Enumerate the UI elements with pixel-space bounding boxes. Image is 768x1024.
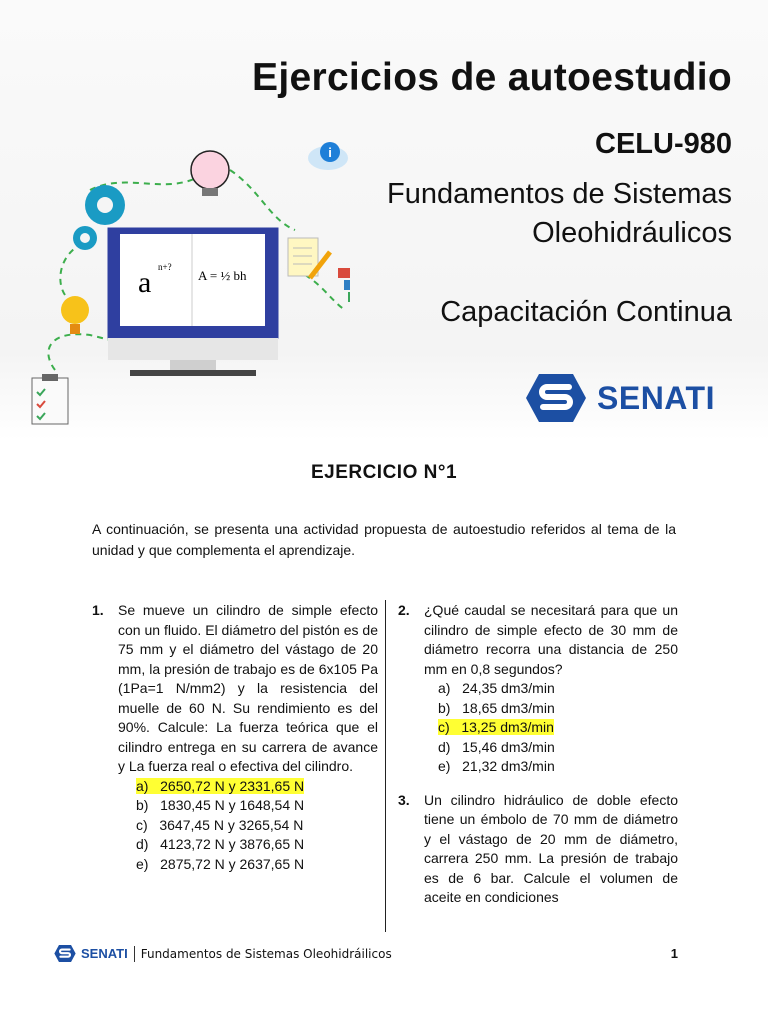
question-1 — [92, 601, 378, 777]
monitor-icon — [108, 228, 278, 376]
answer-option: b) 18,65 dm3/min — [438, 699, 555, 716]
exercise-title: EJERCICIO N°1 — [310, 462, 458, 483]
program-name: Capacitación Continua — [440, 296, 732, 328]
page-title: Ejercicios de autoestudio — [252, 56, 732, 99]
senati-logo-text: SENATI — [597, 379, 715, 416]
answer-options — [92, 777, 378, 875]
cloud-info-icon — [308, 142, 348, 170]
svg-text:i: i — [328, 145, 332, 160]
question-column-left — [92, 601, 378, 874]
question-number: 3. — [398, 791, 410, 808]
svg-text:A = ½ bh: A = ½ bh — [198, 268, 247, 283]
lightbulb-icon — [61, 296, 89, 334]
answer-option: c) 13,25 dm3/min — [438, 719, 554, 735]
question-text: ¿Qué caudal se necesitará para que un cilindro de simple efecto de 30 mm de diámetro recorra una distancia de 250 mm en 0,8 segundos? — [424, 602, 678, 677]
brain-icon — [191, 151, 229, 196]
books-icon — [338, 268, 350, 302]
answer-option: c) 3647,45 N y 3265,54 N — [136, 816, 304, 833]
footer-separator — [134, 946, 135, 962]
svg-text:a: a — [138, 266, 152, 299]
question-number: 2. — [398, 602, 410, 618]
checklist-icon — [32, 374, 68, 424]
intro-paragraph: A continuación, se presenta una actividad propuesta de autoestudio referidos al tema de la unidad y que complementa el aprendizaje. — [92, 521, 676, 558]
answer-option: d) 15,46 dm3/min — [438, 738, 555, 755]
question-text: Un cilindro hidráulico de doble efecto tiene un émbolo de 70 mm de diámetro y el vástago de 20 mm de diámetro, carrera 250 mm. La presión de trabajo es de 6 bar. Calcule el volumen de aceite en condiciones — [424, 791, 678, 905]
senati-footer-logo-icon — [54, 944, 76, 963]
question-text: Se mueve un cilindro de simple efecto con un fluido. El diámetro del pistón es de 75 mm y el diámetro del vástago de 20 mm, la presión de trabajo es de 6x105 Pa (1Pa=1 N/mm2) y la resistencia del muelle de 60 N. Su rendimiento es del 90%. Calcule: La fuerza teórica que el cilindro entrega en su carrera de avance y La fuerza real o efectiva del cilindro. — [118, 602, 378, 774]
question-number: 1. — [92, 602, 104, 618]
senati-logo-icon — [525, 372, 587, 424]
column-divider — [385, 600, 386, 932]
course-name: Fundamentos de Sistemas Oleohidráulicos — [387, 178, 732, 249]
answer-option: b) 1830,45 N y 1648,54 N — [136, 797, 305, 813]
footer-course: Fundamentos de Sistemas Oleohidráilicos — [140, 946, 392, 961]
question-3 — [398, 791, 678, 908]
question-2 — [398, 601, 678, 679]
course-code: CELU-980 — [595, 128, 732, 160]
page-footer — [54, 944, 678, 963]
answer-option: a) 2650,72 N y 2331,65 N — [136, 777, 305, 794]
answer-option: d) 4123,72 N y 3876,65 N — [136, 836, 305, 852]
answer-option: e) 2875,72 N y 2637,65 N — [136, 855, 305, 872]
answer-option: a) 24,35 dm3/min — [438, 680, 555, 696]
answer-option: e) 21,32 dm3/min — [438, 758, 555, 774]
svg-text:n+?: n+? — [158, 262, 172, 272]
answer-options — [398, 679, 678, 777]
question-column-right — [398, 601, 678, 908]
senati-logo — [525, 372, 715, 424]
page-number: 1 — [670, 946, 678, 961]
footer-brand: SENATI — [81, 946, 128, 961]
